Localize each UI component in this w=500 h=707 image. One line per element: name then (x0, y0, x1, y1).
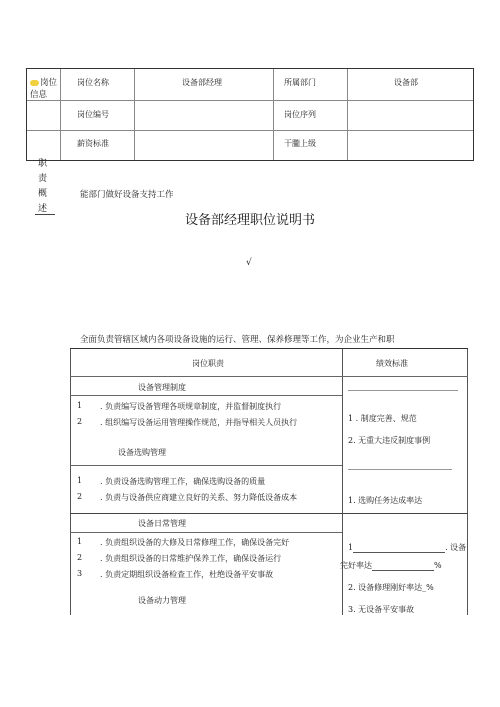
duty-item: . 负责设备选购管理工作，确保选购设备的质量 (100, 477, 266, 486)
section-heading: 设备选购管理 (118, 448, 166, 457)
duty-item: . 负责与设备供应商建立良好的关系、努力降低设备成本 (100, 493, 298, 502)
item-number: 1 (77, 401, 83, 410)
row-divider (27, 130, 473, 131)
standard-item: 2. 无重大违反制度事例 (348, 436, 431, 445)
section-heading: 设备管理制度 (138, 383, 186, 392)
summary-side-char: 责 (38, 174, 48, 184)
col-divider (347, 69, 348, 160)
item-number: 2 (77, 417, 83, 426)
duties-table (70, 348, 468, 615)
standard-line (348, 469, 452, 470)
summary-side-char: 职 (38, 159, 48, 169)
label-position-code: 岗位编号 (77, 110, 109, 119)
value-department: 设备部 (394, 78, 418, 87)
check-mark: √ (246, 258, 252, 268)
col-divider (273, 69, 274, 160)
header-duty: 岗位职责 (192, 359, 224, 368)
row-divider (70, 532, 342, 533)
label-supervisor: 干朧上级 (284, 139, 316, 148)
label-position-series: 岗位序列 (284, 110, 316, 119)
standard-item: 1 . 设备 (348, 543, 467, 552)
col-divider (134, 69, 135, 160)
highlight-marker-icon (30, 80, 39, 86)
col-divider (342, 349, 343, 615)
duty-item: . 负责组织设备的大修及日常修理工作，确保设备完好 (100, 538, 290, 547)
item-number: 3 (77, 569, 83, 578)
standard-line (348, 390, 458, 391)
row-divider (70, 376, 468, 377)
table-border (70, 349, 71, 615)
summary-text: 能部门做好设备支持工作 (80, 190, 174, 200)
blank-underline (353, 544, 445, 553)
row-divider (70, 465, 342, 466)
duty-item: . 负责编写设备管理各项规章制度，并监督制度执行 (100, 402, 282, 411)
value-position-name: 设备部经理 (182, 78, 222, 87)
header-standard: 绩效标准 (376, 359, 408, 368)
row-divider (27, 100, 473, 101)
standard-item: 1 . 制度完善、规范 (348, 414, 417, 423)
section-heading: 设备动力管理 (138, 596, 186, 605)
standard-item: 3. 无设备平安事故 (348, 605, 415, 614)
duty-item: . 负责定期组织设备检查工作，杜绝设备平安事故 (100, 570, 274, 579)
label-salary: 薪资标准 (77, 139, 109, 148)
basic-info-table (26, 68, 474, 161)
col-divider (60, 69, 61, 160)
standard-item: 1. 选购任务达成率达 (348, 496, 423, 505)
item-number: 2 (77, 553, 83, 562)
summary-side-char: 述 (38, 204, 48, 214)
page-title: 设备部经理职位说明书 (184, 213, 315, 228)
row-divider (70, 513, 468, 514)
section-heading: 设备日常管理 (138, 519, 186, 528)
summary-side-char: 概 (38, 189, 48, 199)
standard-item: 2. 设备修理刚好率达_% (348, 583, 434, 592)
item-number: 1 (77, 537, 83, 546)
blank-underline (372, 562, 434, 571)
label-department: 所属部门 (284, 78, 316, 87)
standard-item: 完好率达 % (340, 561, 442, 570)
item-number: 2 (77, 492, 83, 501)
section-label: 岗位信息 (30, 78, 58, 100)
item-number: 1 (77, 476, 83, 485)
intro-line: 全面负责管辖区域内各项设备设施的运行、管理、保养修理等工作，为企业生产和职 (80, 335, 395, 345)
table-border (467, 349, 468, 615)
duty-item: . 负责组织设备的日常维护保养工作，确保设备运行 (100, 554, 282, 563)
duty-item: . 组织编写设备运用管理操作规范，并指导相关人员执行 (100, 418, 298, 427)
label-position-name: 岗位名称 (77, 78, 109, 87)
row-divider (70, 395, 342, 396)
